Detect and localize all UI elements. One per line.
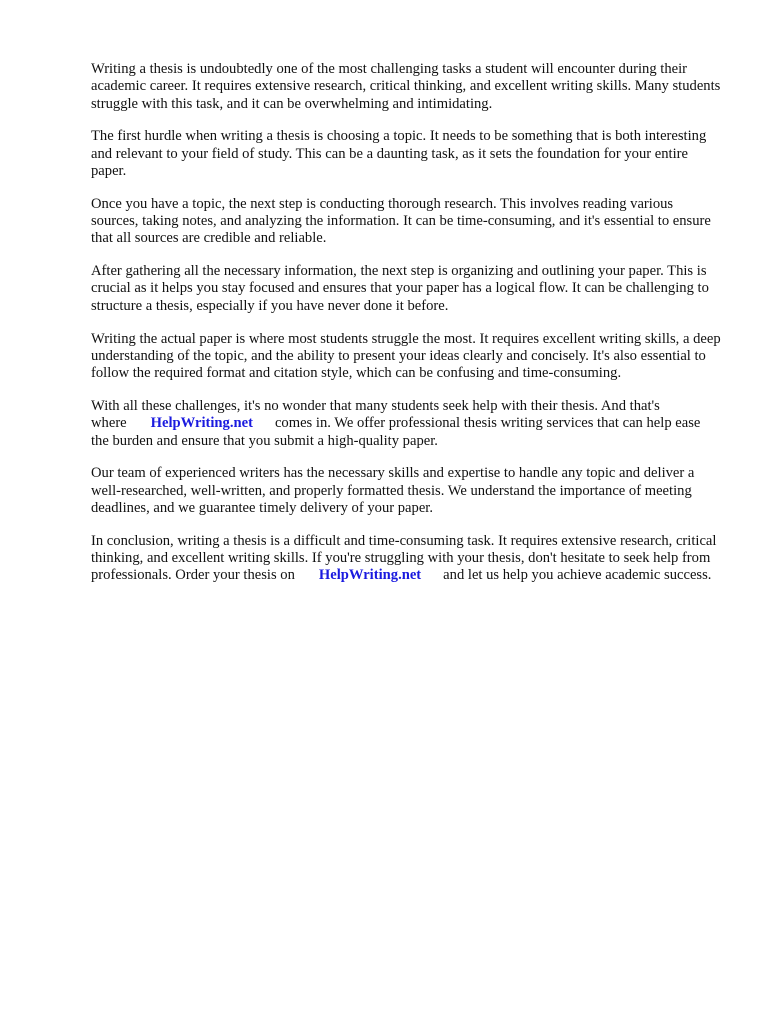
paragraph-research: Once you have a topic, the next step is conducting thorough research. This involves reading various sources, taking notes, and analyzing the information. It can be time-consuming, and it's essential to ensure that all sources are credible and reliable.: [91, 195, 711, 247]
conclusion-text-after: and let us help you achieve academic success.: [443, 567, 712, 584]
paragraph-team: Our team of experienced writers has the necessary skills and expertise to handle any topic and deliver a well-researched, well-written, and properly formatted thesis. We understand the importance of meeting deadlines, and we guarantee timely delivery of your paper.: [91, 465, 695, 516]
paragraph-outline: After gathering all the necessary information, the next step is organizing and outlining your paper. This is crucial as it helps you stay focused and ensures that your paper has a logical flow. It can be challenging to structure a thesis, especially if you have never done it before.: [91, 263, 709, 314]
paragraph-topic: The first hurdle when writing a thesis is choosing a topic. It needs to be something that is both interesting and relevant to your field of study. This can be a daunting task, as it sets the foundation for your entire paper.: [91, 128, 707, 179]
helpwriting-link[interactable]: HelpWriting.net: [150, 415, 253, 432]
conclusion-text-before: In conclusion, writing a thesis is a difficult and time-consuming task. It requires extensive research, critical thinking, and excellent writing skills. If you're struggling with your thesis, don't hesitate to seek help from professionals. Order your thesis on: [91, 532, 717, 584]
paragraph-intro: Writing a thesis is undoubtedly one of the most challenging tasks a student will encounter during their academic career. It requires extensive research, critical thinking, and excellent writing skills. Many students struggle with this task, and it can be overwhelming and intimidating.: [91, 61, 721, 112]
document-body: [91, 61, 721, 600]
help-text-before: With all these challenges, it's no wonder that many students seek help with their thesis. And that's where: [91, 397, 660, 432]
helpwriting-link-conclusion[interactable]: HelpWriting.net: [318, 567, 422, 584]
paragraph-conclusion: [91, 533, 721, 585]
help-text-after: comes in. We offer professional thesis writing services that can help ease the burden and ensure that you submit a high-quality paper.: [91, 415, 701, 449]
paragraph-help: [91, 398, 721, 450]
paragraph-writing: Writing the actual paper is where most students struggle the most. It requires excellent writing skills, a deep understanding of the topic, and the ability to present your ideas clearly and concisely. It's also essential to follow the required format and citation style, which can be confusing and time-consuming.: [91, 330, 721, 382]
